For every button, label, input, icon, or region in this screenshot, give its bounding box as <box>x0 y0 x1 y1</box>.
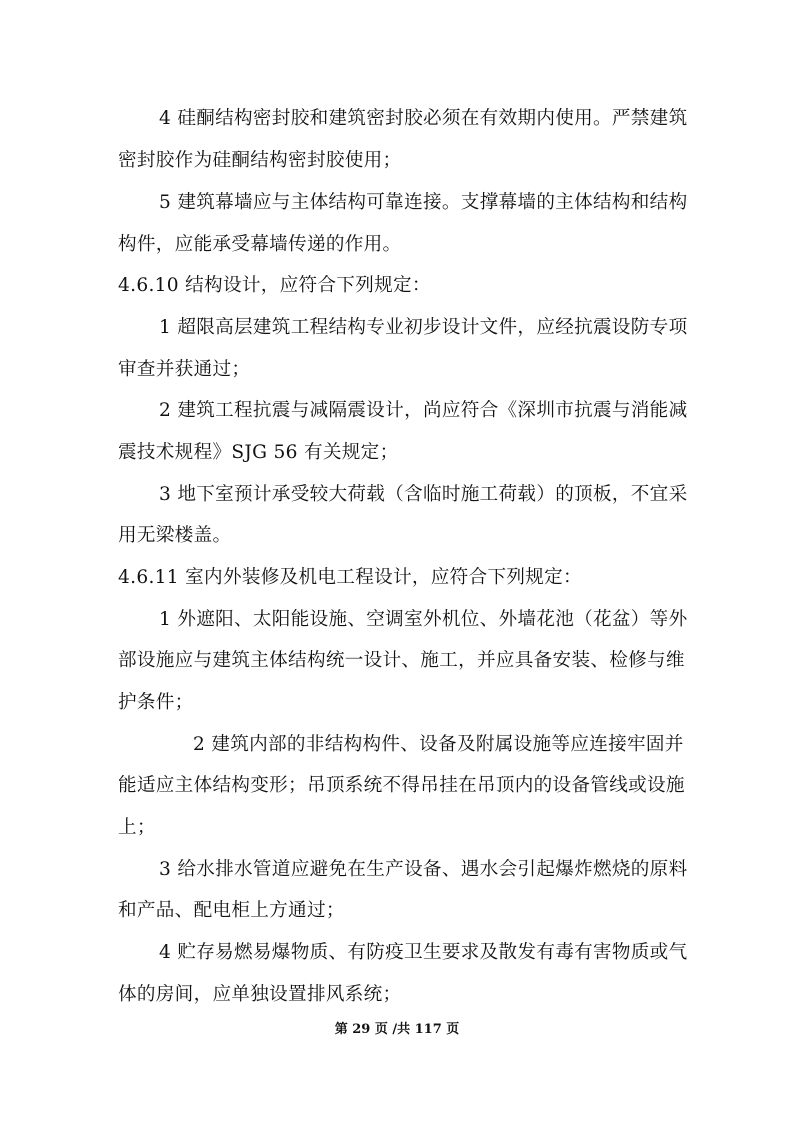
text-line: 4 硅酮结构密封胶和建筑密封胶必须在有效期内使用。严禁建筑 <box>159 108 688 129</box>
text-line: 3 给水排水管道应避免在生产设备、遇水会引起爆炸燃烧的原料 <box>159 859 688 880</box>
text-line: 密封胶作为硅酮结构密封胶使用； <box>118 150 402 171</box>
text-line: 和产品、配电柜上方通过； <box>118 900 345 921</box>
text-line: 1 超限高层建筑工程结构专业初步设计文件，应经抗震设防专项 <box>159 317 688 338</box>
text-line: 部设施应与建筑主体结构统一设计、施工，并应具备安装、检修与维 <box>118 650 685 671</box>
text-line: 能适应主体结构变形；吊顶系统不得吊挂在吊顶内的设备管线或设施 <box>118 775 685 796</box>
page-number-footer: 第 29 页 /共 117 页 <box>334 1022 460 1037</box>
text-line: 上； <box>118 817 156 838</box>
text-line: 2 建筑工程抗震与减隔震设计，尚应符合《深圳市抗震与消能减 <box>159 400 688 421</box>
text-line: 1 外遮阳、太阳能设施、空调室外机位、外墙花池（花盆）等外 <box>159 609 688 630</box>
text-line: 2 建筑内部的非结构构件、设备及附属设施等应连接牢固并 <box>193 734 684 755</box>
section-heading: 4.6.11 室内外装修及机电工程设计，应符合下列规定： <box>118 567 582 588</box>
text-line: 用无梁楼盖。 <box>118 525 232 546</box>
text-line: 3 地下室预计承受较大荷载（含临时施工荷载）的顶板，不宜采 <box>159 484 688 505</box>
section-heading: 4.6.10 结构设计，应符合下列规定： <box>118 275 431 296</box>
text-line: 震技术规程》SJG 56 有关规定； <box>118 442 399 463</box>
text-line: 护条件； <box>118 692 194 713</box>
text-line: 体的房间，应单独设置排风系统； <box>118 984 402 1005</box>
text-line: 审查并获通过； <box>118 359 251 380</box>
text-line: 构件，应能承受幕墙传递的作用。 <box>118 234 402 255</box>
text-line: 5 建筑幕墙应与主体结构可靠连接。支撑幕墙的主体结构和结构 <box>159 192 688 213</box>
text-line: 4 贮存易燃易爆物质、有防疫卫生要求及散发有毒有害物质或气 <box>159 942 688 963</box>
